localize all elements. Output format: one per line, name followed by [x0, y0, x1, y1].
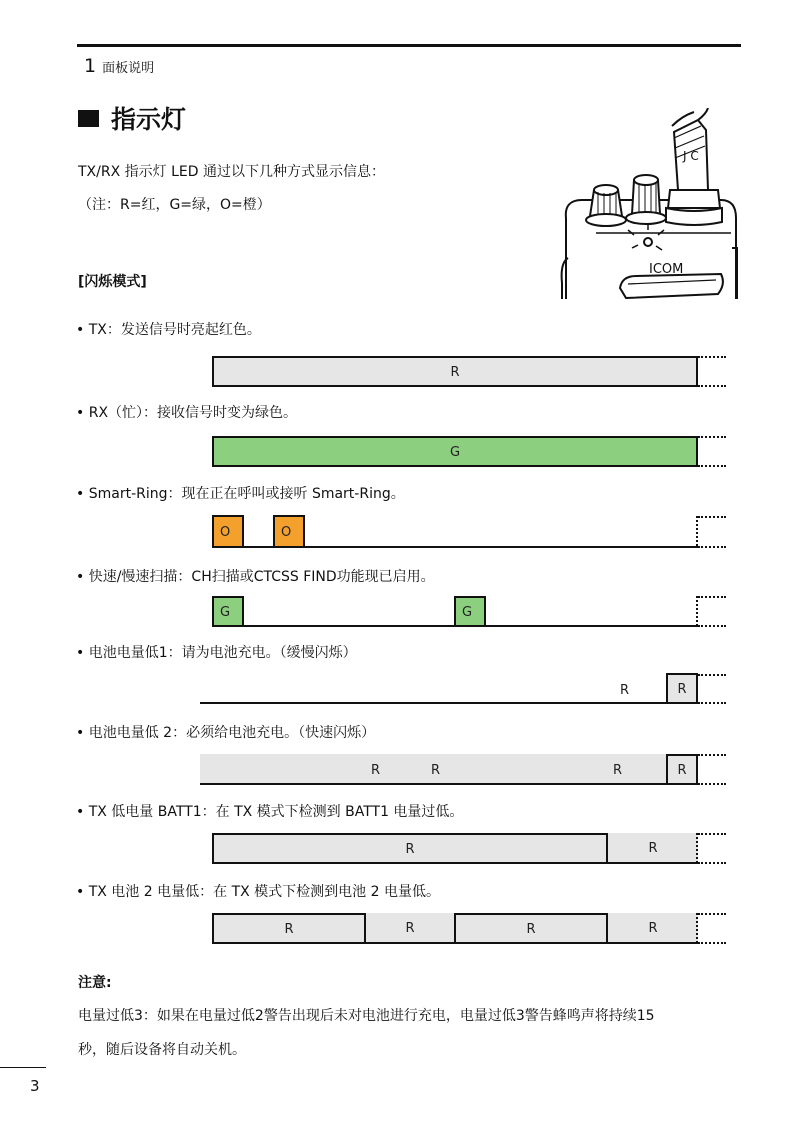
pattern-batt1-pulse: R — [666, 673, 698, 703]
pattern-txbatt1-text: • TX 低电量 BATT1：在 TX 模式下检测到 BATT1 电量过低。 — [76, 804, 464, 820]
pattern-rx-dots-bottom — [698, 465, 726, 467]
pattern-batt1-dots-top — [698, 674, 726, 676]
pattern-scan-text: • 快速/慢速扫描：CH扫描或CTCSS FIND功能现已启用。 — [76, 569, 435, 585]
pattern-batt1-baseline — [200, 702, 698, 704]
note-line-1: 电量过低3：如果在电量过低2警告出现后未对电池进行充电，电量过低3警告蜂鸣声将持续15 — [78, 1008, 655, 1024]
pattern-txbatt2-baseline — [212, 942, 698, 944]
pattern-smartring-dots-top — [698, 516, 726, 518]
chapter-header — [84, 55, 154, 77]
section-square-icon — [78, 110, 99, 127]
pattern-txbatt1-tail: R — [608, 833, 698, 863]
pattern-tx-baseline — [212, 385, 698, 387]
pattern-txbatt1-baseline — [212, 862, 698, 864]
pattern-scan-pulse-2: G — [454, 596, 486, 626]
pattern-batt1-vdots — [696, 674, 698, 704]
pattern-tx-dots-bottom — [698, 385, 726, 387]
pattern-txbatt2-dots-bottom — [698, 942, 726, 944]
pattern-txbatt1-dots-top — [698, 833, 726, 835]
pattern-rx-baseline — [212, 465, 698, 467]
pattern-smartring-pulse-2: O — [273, 515, 305, 547]
pattern-txbatt2-text: • TX 电池 2 电量低：在 TX 模式下检测到电池 2 电量低。 — [76, 884, 440, 900]
footer-rule — [0, 1067, 46, 1068]
pattern-batt2-label-2: R — [431, 763, 441, 778]
pattern-txbatt1-vdots — [696, 833, 698, 863]
pattern-batt2-dots-top — [698, 754, 726, 756]
pattern-rx-text: • RX（忙）：接收信号时变为绿色。 — [76, 405, 298, 421]
pattern-batt1-label-1: R — [620, 683, 630, 698]
pattern-batt2-label-1: R — [371, 763, 381, 778]
pattern-txbatt1-dots-bottom — [698, 862, 726, 864]
chapter-number: 1 — [84, 55, 97, 77]
pattern-scan-dots-top — [698, 596, 726, 598]
page-number: 3 — [30, 1077, 40, 1095]
radio-illustration — [556, 108, 742, 302]
antenna-mark: J C — [683, 149, 699, 163]
blink-heading: [闪烁模式] — [78, 274, 147, 290]
pattern-batt1-dots-bottom — [698, 702, 726, 704]
pattern-smartring-baseline — [212, 546, 698, 548]
pattern-scan-pulse-1: G — [212, 596, 244, 626]
pattern-txbatt2-pulse-2: R — [454, 913, 608, 943]
pattern-txbatt2-vdots — [696, 913, 698, 943]
pattern-tx-text: • TX：发送信号时亮起红色。 — [76, 322, 261, 338]
pattern-batt1-text: • 电池电量低1：请为电池充电。（缓慢闪烁） — [76, 645, 357, 661]
pattern-smartring-vdots — [696, 516, 698, 546]
pattern-txbatt1-bar: R — [212, 833, 608, 863]
radio-brand: ICOM — [649, 262, 684, 277]
pattern-batt2-text: • 电池电量低 2：必须给电池充电。（快速闪烁） — [76, 725, 376, 741]
section-title: 指示灯 — [111, 105, 187, 134]
pattern-txbatt2-gap-2: R — [608, 913, 698, 943]
intro-line-2: （注：R=红，G=绿，O=橙） — [78, 197, 271, 213]
header-rule — [77, 44, 741, 47]
chapter-title: 面板说明 — [102, 61, 155, 76]
pattern-tx-bar: R — [212, 356, 698, 386]
pattern-txbatt2-gap-1: R — [366, 913, 454, 943]
pattern-smartring-dots-bottom — [698, 546, 726, 548]
pattern-txbatt2-pulse-1: R — [212, 913, 366, 943]
note-line-2: 秒，随后设备将自动关机。 — [78, 1042, 246, 1058]
note-heading: 注意: — [78, 975, 112, 991]
pattern-tx-dots-top — [698, 356, 726, 358]
pattern-scan-vdots — [696, 596, 698, 626]
pattern-smartring-pulse-1: O — [212, 515, 244, 547]
pattern-txbatt2-dots-top — [698, 913, 726, 915]
pattern-scan-baseline — [212, 625, 698, 627]
pattern-batt2-vdots — [696, 754, 698, 784]
pattern-batt2-dots-bottom — [698, 783, 726, 785]
section-heading — [78, 100, 186, 136]
pattern-smartring-text: • Smart-Ring：现在正在呼叫或接听 Smart-Ring。 — [76, 486, 405, 502]
pattern-scan-dots-bottom — [698, 625, 726, 627]
pattern-rx-dots-top — [698, 436, 726, 438]
pattern-rx-bar: G — [212, 436, 698, 466]
pattern-batt2-baseline — [200, 783, 698, 785]
pattern-batt2-label-3: R — [613, 763, 623, 778]
intro-line-1: TX/RX 指示灯 LED 通过以下几种方式显示信息： — [78, 164, 385, 180]
pattern-batt2-pulse: R — [666, 754, 698, 784]
